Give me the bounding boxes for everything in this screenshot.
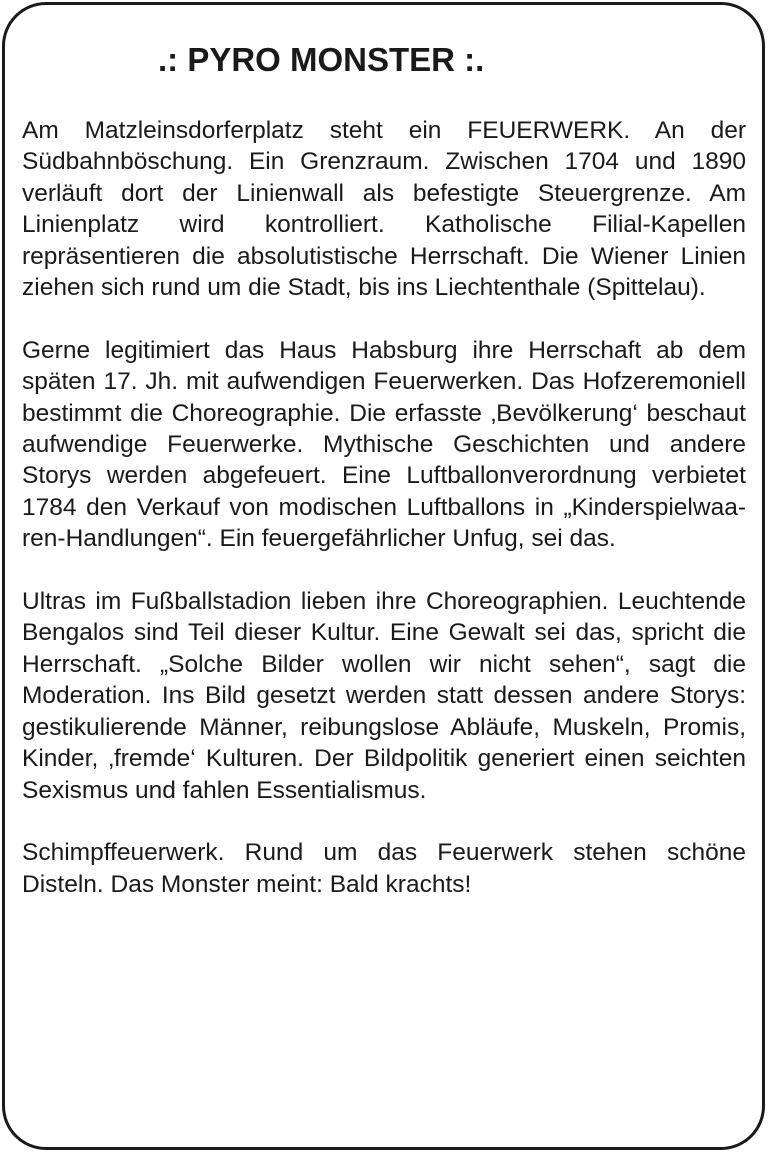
paragraph-ultras: Ultras im Fußballstadion lieben ihre Choreographien. Leuchtende Bengalos sind Teil dieser Kultur. Eine Gewalt sei das, spricht die Herrschaft. „Solche Bilder wollen wir nicht sehen“, sagt die Moderation. Ins Bild gesetzt werden statt dessen andere Storys: gestikulierende Männer, reibungslose Abläufe, Muskeln, Promis, Kinder, ‚fremde‘ Kulturen. Der Bildpolitik generiert einen seichten Sexismus und fahlen Essentialismus. — [22, 588, 746, 804]
paragraph-linienwall: Am Matzleinsdorferplatz steht ein FEUERWERK. An der Südbahnböschung. Ein Grenzraum. Zwischen 1704 und 1890 verläuft dort der Linienwall als befestigte Steuergrenze. Am Linienplatz wird kontrolliert. Katholische Filial-Kapellen repräsentieren die absolutistische Herrschaft. Die Wiener Linien ziehen sich rund um die Stadt, bis ins Liechtenthale (Spittelau). — [22, 117, 746, 302]
paragraph-habsburg: Gerne legitimiert das Haus Habsburg ihre Herrschaft ab dem späten 17. Jh. mit aufwendigen Feuerwerken. Das Hofzeremoniell bestimmt die Choreographie. Die erfasste ‚Bevölkerung‘ beschaut aufwendige Feuerwerke. Mythische Geschichten und andere Storys werden abgefeuert. Eine Luftballonverordnung verbietet 1784 den Verkauf von modischen Luftballons in „Kinderspielwaaren-Handlungen“. Ein feuergefährlicher Unfug, sei das. — [22, 336, 746, 553]
paragraph-schimpffeuerwerk: Schimpffeuerwerk. Rund um das Feuerwerk stehen schöne Disteln. Das Monster meint: Bald krachts! — [22, 839, 746, 898]
body-text — [22, 115, 746, 932]
page-title: .: PYRO MONSTER :. — [158, 41, 485, 78]
